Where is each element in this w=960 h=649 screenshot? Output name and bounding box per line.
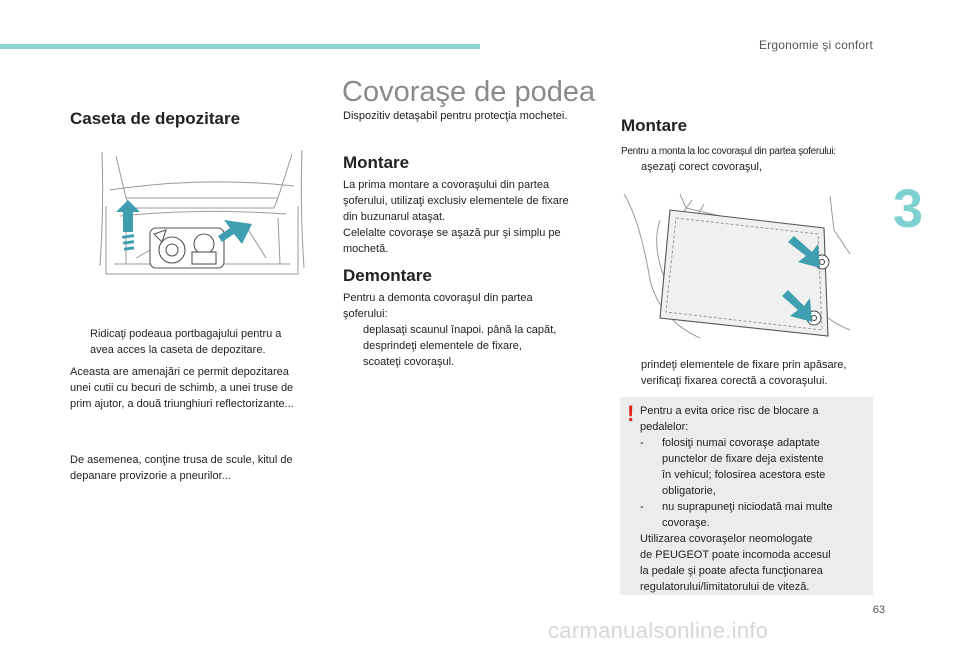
top-accent-bar <box>0 44 480 49</box>
warning-icon: ! <box>627 401 635 426</box>
page-title: Covoraşe de podea <box>342 76 596 108</box>
reinstall-intro: Pentru a monta la loc covoraşul din partea şoferului: <box>621 146 836 157</box>
watermark: carmanualsonline.info <box>548 618 769 643</box>
chapter-number: 3 <box>893 179 924 239</box>
bullet-remove-mat: scoateţi covoraşul. <box>363 356 455 368</box>
heading-demontare: Demontare <box>343 266 432 285</box>
bullet-detach-fasteners: desprindeţi elementele de fixare, <box>363 340 522 352</box>
bullet-press-fasteners: prindeţi elementele de fixare prin apăsare, <box>641 359 847 371</box>
bullet-move-seat: deplasaţi scaunul înapoi. până la capăt, <box>363 324 557 336</box>
storage-description: Aceasta are amenajări ce permit depozitarea unei cutii cu becuri de schimb, a unei truse de prim ajutor, a două triunghiuri reflectorizante... <box>70 366 294 410</box>
montare-text: La prima montare a covoraşului din partea şoferului, utilizaţi exclusiv elementele de fixare din buzunarul ataşat. Celelalte covoraşe se aşază pur şi simplu pe mochetă. <box>343 179 569 255</box>
bullet-check-fixing: verificaţi fixarea corectă a covoraşului. <box>641 375 828 387</box>
demontare-text: Pentru a demonta covoraşul din partea şoferului: <box>343 292 533 320</box>
page-subtitle: Dispozitiv detaşabil pentru protecţia mochetei. <box>343 110 568 122</box>
section-title: Ergonomie şi confort <box>758 38 873 52</box>
page-number: 63 <box>872 604 885 616</box>
heading-storage-box: Caseta de depozitare <box>70 109 241 128</box>
bullet-lift-floor: Ridicaţi podeaua portbagajului pentru a avea acces la caseta de depozitare. <box>90 328 282 356</box>
tool-kit-description: De asemenea, conţine trusa de scule, kitul de depanare provizorie a pneurilor... <box>70 454 293 482</box>
trunk-illustration-svg <box>96 146 308 286</box>
dash-bullet: - <box>640 501 644 513</box>
trunk-storage-illustration <box>96 146 308 286</box>
bullet-position-mat: aşezaţi corect covoraşul, <box>641 161 763 173</box>
warning-text: Pentru a evita orice risc de blocare a pedalelor: - folosiţi numai covoraşe adaptate punctelor de fixare deja existente în vehicul; folosirea acestora este obligatorie, - nu suprapuneţi niciodată mai multe covoraşe. Utilizarea covoraşelor neomologate de PEUGEOT poate incomoda accesul la pedale şi poate afecta funcţionarea regulatorului/limitatorului de viteză. <box>640 405 833 593</box>
floor-mat-illustration <box>620 190 852 342</box>
floor-mat-svg <box>620 190 852 342</box>
heading-montare: Montare <box>343 153 410 172</box>
dash-bullet: - <box>640 437 644 449</box>
heading-montare-right: Montare <box>621 116 688 135</box>
